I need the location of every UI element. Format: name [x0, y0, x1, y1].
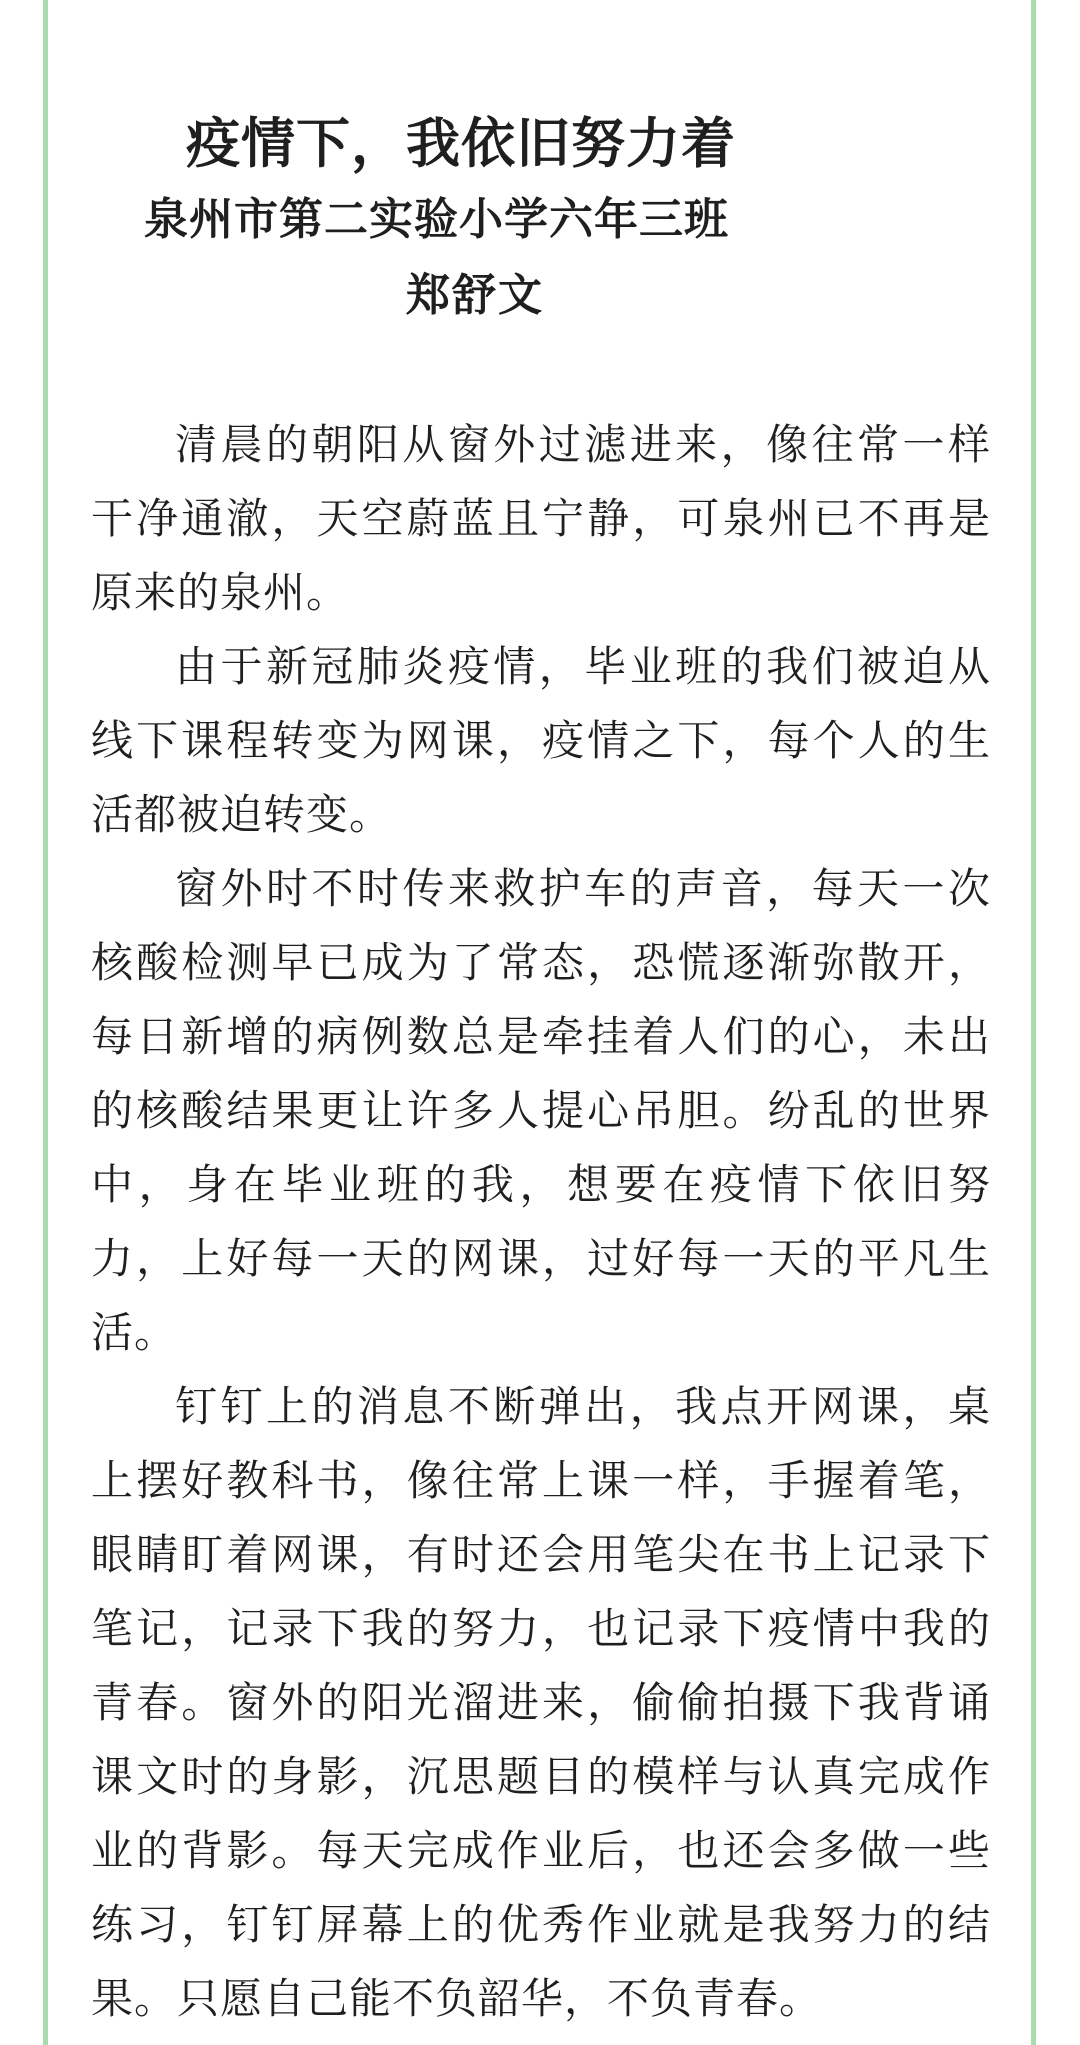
paragraph: 清晨的朝阳从窗外过滤进来，像往常一样干净通澈，天空蔚蓝且宁静，可泉州已不再是原来的泉州。: [91, 420, 991, 617]
author-school: 泉州市第二实验小学六年三班: [144, 194, 729, 245]
article-body: [91, 408, 991, 2036]
article-title: 疫情下，我依旧努力着: [186, 112, 736, 175]
right-border: [1031, 0, 1036, 2045]
paragraph: 钉钉上的消息不断弹出，我点开网课，桌上摆好教科书，像往常上课一样，手握着笔，眼睛盯着网课，有时还会用笔尖在书上记录下笔记，记录下我的努力，也记录下疫情中我的青春。窗外的阳光溜进来，偷偷拍摄下我背诵课文时的身影，沉思题目的模样与认真完成作业的背影。每天完成作业后，也还会多做一些练习，钉钉屏幕上的优秀作业就是我努力的结果。只愿自己能不负韶华，不负青春。: [91, 1382, 991, 2023]
author-name: 郑舒文: [406, 270, 544, 321]
paragraph: 窗外时不时传来救护车的声音，每天一次核酸检测早已成为了常态，恐慌逐渐弥散开，每日新增的病例数总是牵挂着人们的心，未出的核酸结果更让许多人提心吊胆。纷乱的世界中，身在毕业班的我，想要在疫情下依旧努力，上好每一天的网课，过好每一天的平凡生活。: [91, 864, 991, 1357]
paragraph: 由于新冠肺炎疫情，毕业班的我们被迫从线下课程转变为网课，疫情之下，每个人的生活都被迫转变。: [91, 642, 991, 839]
article: [48, 0, 1031, 2045]
